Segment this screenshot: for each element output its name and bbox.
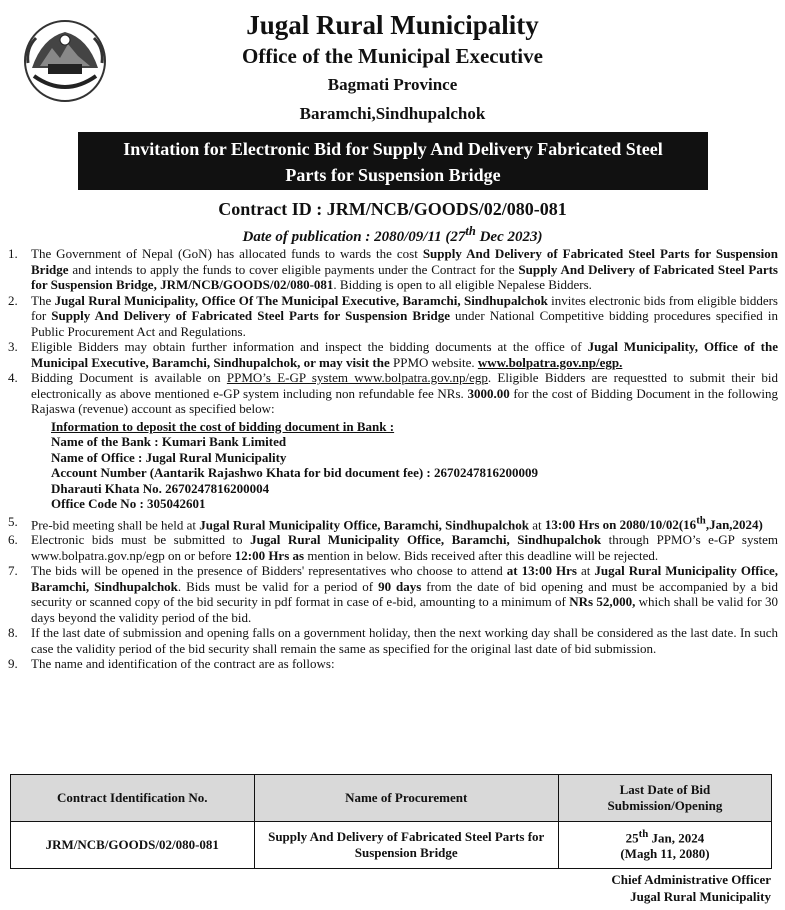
list-item (8, 563, 778, 625)
list-item (8, 370, 778, 417)
bank-info (51, 419, 778, 512)
contract-table (10, 774, 772, 869)
item-number: 1. (8, 246, 18, 261)
banner-line-2: Parts for Suspension Bridge (285, 165, 501, 185)
signature-block (611, 871, 771, 905)
item-text: The name and identification of the contract are as follows: (31, 656, 335, 672)
deadline-cell: 25th Jan, 2024 (Magh 11, 2080) (558, 822, 771, 869)
table-header-row (11, 775, 772, 822)
publication-date-prefix: Date of publication : 2080/09/11 (27 (242, 229, 466, 245)
office-code: Office Code No : 305042601 (51, 496, 206, 511)
item-text: If the last date of submission and opening falls on a government holiday, then the next working day shall be considered as the last date. In such case the validity period of the bid security shall remain the same as specified for the original last date of bid submission. (31, 625, 778, 656)
notice-body (8, 246, 778, 672)
item-text: Eligible Bidders may obtain further information and inspect the bidding documents at the office of Jugal Municipality, Office of the Municipal Executive, Baramchi, Sindhupalchok, or may visit the PPMO website. www.bolpatra.gov.np/egp. (31, 339, 778, 370)
account-number: Account Number (Aantarik Rajashwo Khata for bid document fee) : 2670247816200009 (51, 465, 539, 480)
item-text: Pre-bid meeting shall be held at Jugal Rural Municipality Office, Baramchi, Sindhupalchok at 13:00 Hrs on 2080/10/02(16th,Jan,2024) (31, 514, 763, 532)
publication-date-sup: th (465, 224, 476, 238)
bank-name: Name of the Bank : Kumari Bank Limited (51, 434, 287, 449)
item-number: 6. (8, 532, 18, 548)
item-number: 3. (8, 339, 18, 354)
office-title: Office of the Municipal Executive (242, 44, 543, 68)
list-item (8, 532, 778, 563)
column-header: Last Date of Bid Submission/Opening (558, 775, 771, 822)
org-title: Jugal Rural Municipality (246, 10, 539, 40)
item-text: The bids will be opened in the presence of Bidders' representatives who choose to attend at 13:00 Hrs at Jugal Rural Municipality Office, Baramchi, Sindhupalchok. Bids must be valid for a period of 90 days from the date of bid opening and must be accompanied by a bid security or scanned copy of the bid security in pdf format in case of e-bid, amounting to a minimum of NRs 52,000, which shall be valid for 30 days beyond the validity period of the bid. (31, 563, 779, 625)
column-header: Contract Identification No. (11, 775, 255, 822)
list-item (8, 339, 778, 370)
item-number: 8. (8, 625, 18, 641)
bolpatra-link[interactable]: www.bolpatra.gov.np/egp. (477, 354, 623, 370)
notice-banner (78, 132, 708, 190)
list-item (8, 625, 778, 656)
item-number: 9. (8, 656, 18, 672)
procurement-name-cell: Supply And Delivery of Fabricated Steel Parts for Suspension Bridge (254, 822, 558, 869)
banner-line-1: Invitation for Electronic Bid for Supply And Delivery Fabricated Steel (123, 139, 663, 159)
item-number: 2. (8, 292, 18, 308)
item-number: 4. (8, 370, 18, 385)
item-number: 5. (8, 513, 18, 529)
list-item (8, 514, 778, 533)
item-text: The Jugal Rural Municipality, Office Of The Municipal Executive, Baramchi, Sindhupalchok invites electronic bids from eligible bidders for Supply And Delivery of Fabricated Steel Parts for Suspension Bridge under National Competitive bidding procedures specified in Public Procurement Act and Regulations. (31, 292, 778, 339)
province: Bagmati Province (327, 75, 458, 94)
ppmo-egp-link[interactable]: PPMO’s E-GP system www.bolpatra.gov.np/egp (226, 370, 488, 385)
signatory-title: Chief Administrative Officer (611, 872, 771, 887)
office-name: Name of Office : Jugal Rural Municipality (51, 449, 287, 465)
list-item (8, 656, 778, 672)
list-item (8, 246, 778, 293)
item-text: The Government of Nepal (GoN) has allocated funds to wards the cost Supply And Delivery of Fabricated Steel Parts for Suspension Bridge and intends to apply the funds to cover eligible payments under the Contract for the Supply And Delivery of Fabricated Steel Parts for Suspension Bridge, JRM/NCB/GOODS/02/080-081. Bidding is open to all eligible Nepalese Bidders. (31, 246, 779, 292)
table-row (11, 822, 772, 869)
item-text: Electronic bids must be submitted to Jugal Rural Municipality Office, Baramchi, Sindhupalchok through PPMO’s e-GP system www.bolpatra.gov.np/egp on or before 12:00 Hrs as mention in below. Bids received after this deadline will be rejected. (31, 532, 779, 563)
location: Baramchi,Sindhupalchok (299, 104, 486, 123)
publication-date-suffix: Dec 2023) (475, 229, 543, 245)
signatory-org: Jugal Rural Municipality (630, 889, 771, 904)
contract-id: Contract ID : JRM/NCB/GOODS/02/080-081 (218, 199, 567, 219)
dharauti-khata: Dharauti Khata No. 2670247816200004 (51, 480, 270, 496)
item-number: 7. (8, 563, 18, 579)
column-header: Name of Procurement (254, 775, 558, 822)
bank-info-heading: Information to deposit the cost of bidding document in Bank : (51, 418, 395, 434)
contract-id-cell: JRM/NCB/GOODS/02/080-081 (11, 822, 255, 869)
item-text: Bidding Document is available on PPMO’s E-GP system www.bolpatra.gov.np/egp. Eligible Bidders are requestted to submit their bid electronically as above mentioned e-GP system including non refundable fee NRs. 3000.00 for the cost of Bidding Document in the following Rajaswa (revenue) account as specified below: (31, 370, 778, 416)
publication-date (0, 224, 785, 246)
list-item (8, 293, 778, 340)
